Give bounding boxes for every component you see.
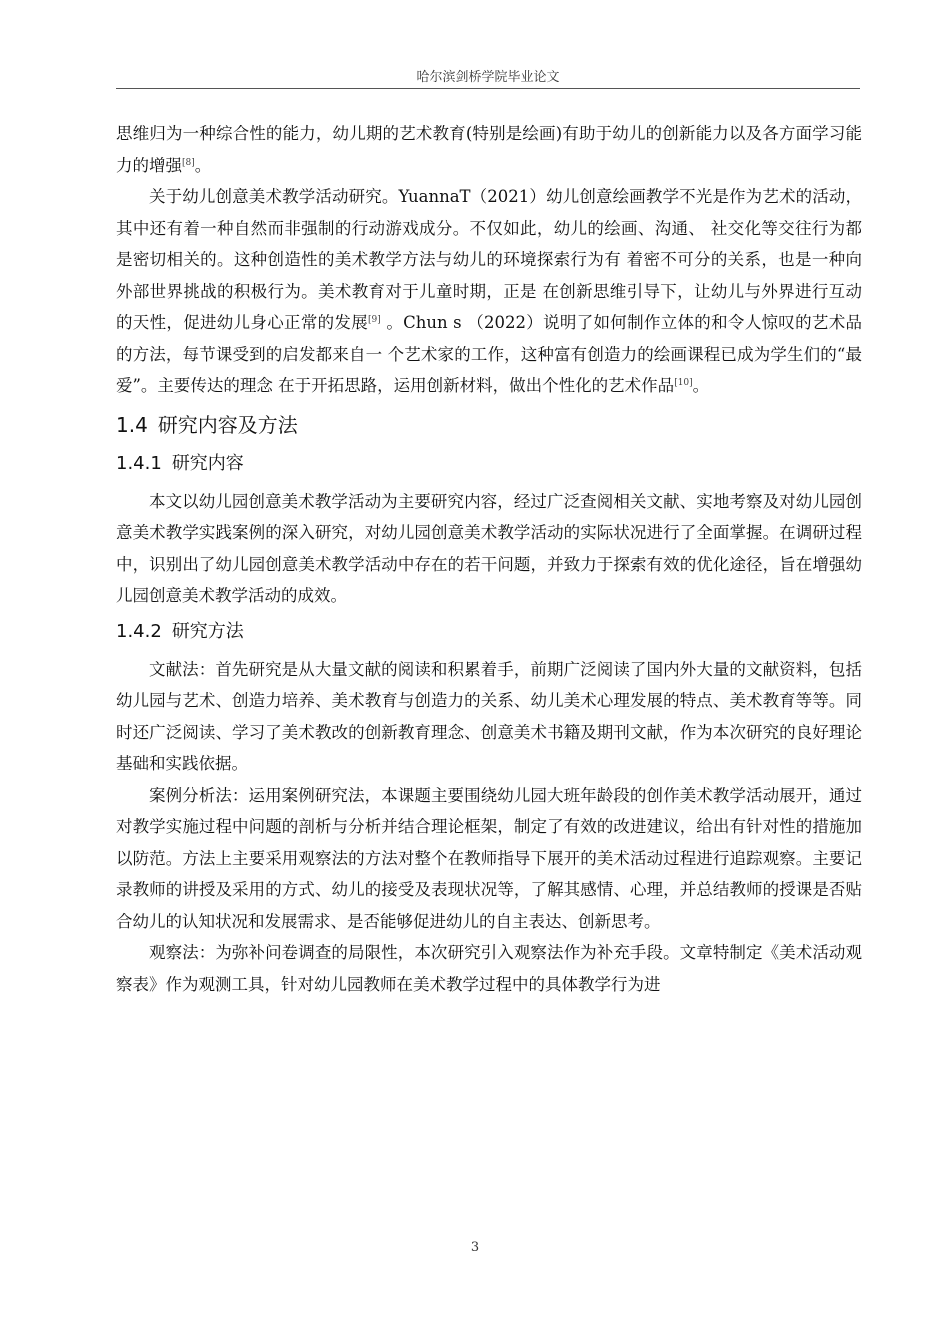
paragraph-case-method: 案例分析法：运用案例研究法，本课题主要围绕幼儿园大班年龄段的创作美术教学活动展开，通过对教学实施过程中问题的剖析与分析并结合理论框架，制定了有效的改进建议，给出有针对性的措施加以防范。方法上主要采用观察法的方法对整个在教师指导下展开的美术活动过程进行追踪观察。主要记录教师的讲授及采用的方式、幼儿的接受及表现状况等，了解其感情、心理，并总结教师的授课是否贴合幼儿的认知状况和发展需求、是否能够促进幼儿的自主表达、创新思考。 [116, 785, 862, 931]
section-number: 1.4 [116, 412, 148, 437]
header-divider [116, 88, 860, 89]
paragraph-text-b: 。Chun s （2022）说明了如何制作立体的和令人惊叹的艺术品的方法，每节课受到的启发都来自一 个艺术家的工作，这种富有创造力的绘画课程已成为学生们的“最爱”。主要传达的理念 在于开拓思路，运用创新材料，做出个性化的艺术作品 [116, 313, 863, 395]
document-body [116, 118, 862, 1000]
paragraph-literature-method: 文献法：首先研究是从大量文献的阅读和积累着手，前期广泛阅读了国内外大量的文献资料，包括幼儿园与艺术、创造力培养、美术教育与创造力的关系、幼儿美术心理发展的特点、美术教育等等。同时还广泛阅读、学习了美术教改的创新教育理念、创意美术书籍及期刊文献，作为本次研究的良好理论基础和实践依据。 [116, 659, 862, 773]
paragraph-continuation [116, 118, 862, 181]
paragraph-tail: 。 [194, 155, 212, 175]
citation-8[interactable]: [8] [182, 157, 195, 168]
paragraph-related-research [116, 181, 862, 402]
section-title: 研究内容及方法 [157, 412, 298, 437]
section-number: 1.4.2 [116, 620, 162, 642]
section-heading-1-4-1 [116, 452, 862, 476]
citation-9[interactable]: [9] [368, 315, 381, 325]
paragraph-observation-method: 观察法：为弥补问卷调查的局限性，本次研究引入观察法作为补充手段。文章特制定《美术活动观察表》作为观测工具，针对幼儿园教师在美术教学过程中的具体教学行为进 [116, 943, 862, 994]
paragraph-research-content: 本文以幼儿园创意美术教学活动为主要研究内容，经过广泛查阅相关文献、实地考察及对幼儿园创意美术教学实践案例的深入研究，对幼儿园创意美术教学活动的实际状况进行了全面掌握。在调研过程中，识别出了幼儿园创意美术教学活动中存在的若干问题，并致力于探索有效的优化途径，旨在增强幼儿园创意美术教学活动的成效。 [116, 491, 862, 605]
page-number: 3 [470, 1240, 480, 1255]
section-heading-1-4 [116, 412, 862, 438]
section-title: 研究方法 [171, 620, 244, 642]
paragraph-tail: 。 [692, 376, 710, 395]
paragraph-text-a: 关于幼儿创意美术教学活动研究。YuannaT（2021）幼儿创意绘画教学不光是作为艺术的活动，其中还有着一种自然而非强制的行动游戏成分。不仅如此，幼儿的绘画、沟通、 社交化等交往行为都是密切相关的。这种创造性的美术教学方法与幼儿的环境探索行为有 着密不可分的关系，也是一种向外部世界挑战的积极行为。美术教育对于儿童时期，正是 在创新思维引导下，让幼儿与外界进行互动的天性，促进幼儿身心正常的发展 [116, 187, 862, 332]
section-heading-1-4-2 [116, 620, 862, 644]
section-number: 1.4.1 [116, 452, 162, 474]
running-header: 哈尔滨剑桥学院毕业论文 [416, 70, 560, 85]
section-title: 研究内容 [171, 452, 244, 474]
paragraph-text: 思维归为一种综合性的能力，幼儿期的艺术教育(特别是绘画)有助于幼儿的创新能力以及各方面学习能力的增强 [116, 124, 862, 175]
citation-10[interactable]: [10] [674, 378, 693, 388]
